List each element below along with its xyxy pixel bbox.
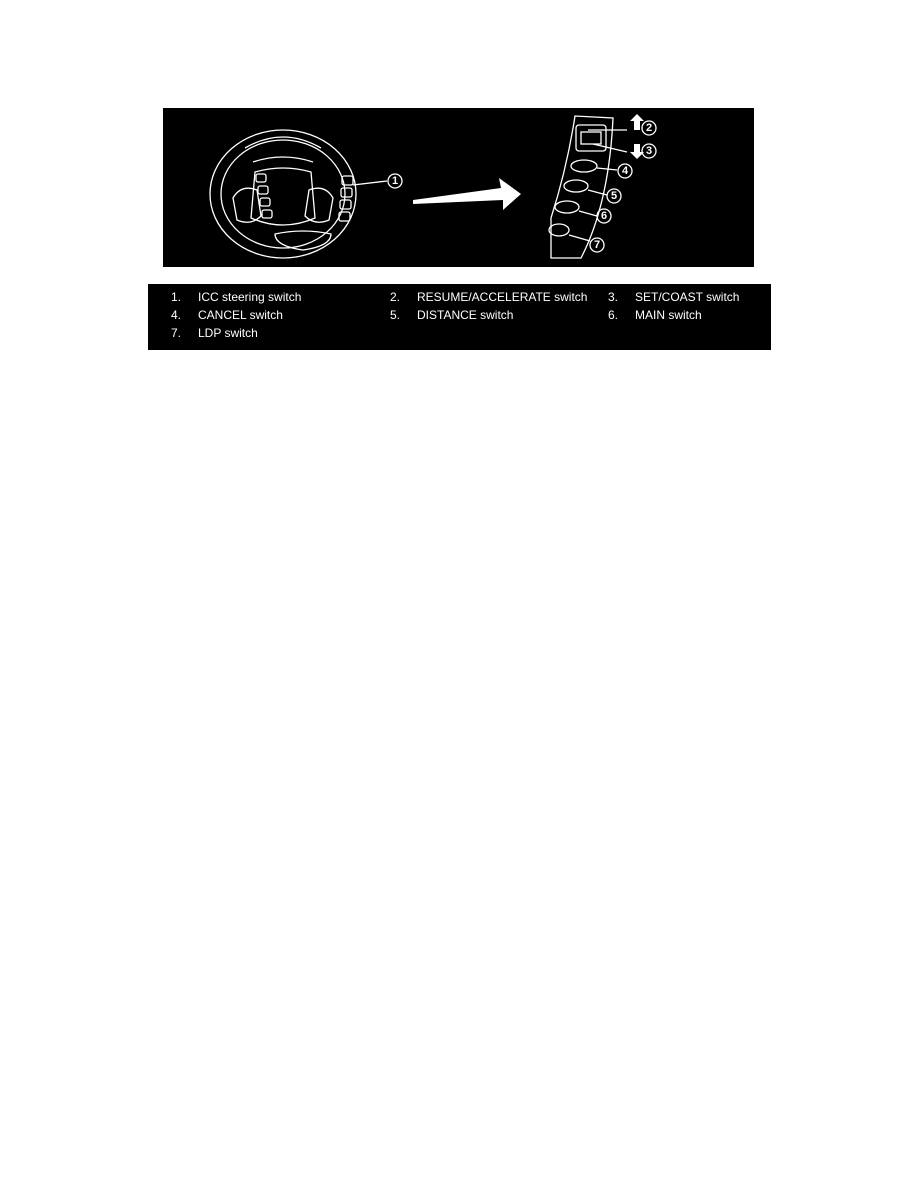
callout-6: 6 [600, 210, 608, 222]
callout-5: 5 [610, 190, 618, 202]
legend-label: ICC steering switch [198, 290, 302, 304]
steering-switch-figure [163, 108, 754, 267]
switch-panel-icon [549, 116, 627, 258]
legend-label: DISTANCE switch [417, 308, 514, 322]
legend-number: 2. [390, 290, 401, 304]
legend-label: SET/COAST switch [635, 290, 740, 304]
arrow-right-icon [413, 178, 521, 210]
legend-number: 5. [390, 308, 401, 322]
legend-number: 4. [171, 308, 182, 322]
steering-wheel-icon [210, 130, 387, 258]
legend-table [148, 284, 771, 350]
legend-number: 3. [608, 290, 619, 304]
legend-number: 7. [171, 326, 182, 340]
callout-7: 7 [593, 239, 601, 251]
legend-number: 6. [608, 308, 619, 322]
legend-label: MAIN switch [635, 308, 702, 322]
legend-label: LDP switch [198, 326, 258, 340]
legend-label: CANCEL switch [198, 308, 283, 322]
callout-1: 1 [391, 175, 399, 187]
callout-4: 4 [621, 165, 629, 177]
steering-switch-diagram [163, 108, 754, 267]
legend-number: 1. [171, 290, 182, 304]
callout-3: 3 [645, 145, 653, 157]
legend-label: RESUME/ACCELERATE switch [417, 290, 588, 304]
callout-2: 2 [645, 122, 653, 134]
